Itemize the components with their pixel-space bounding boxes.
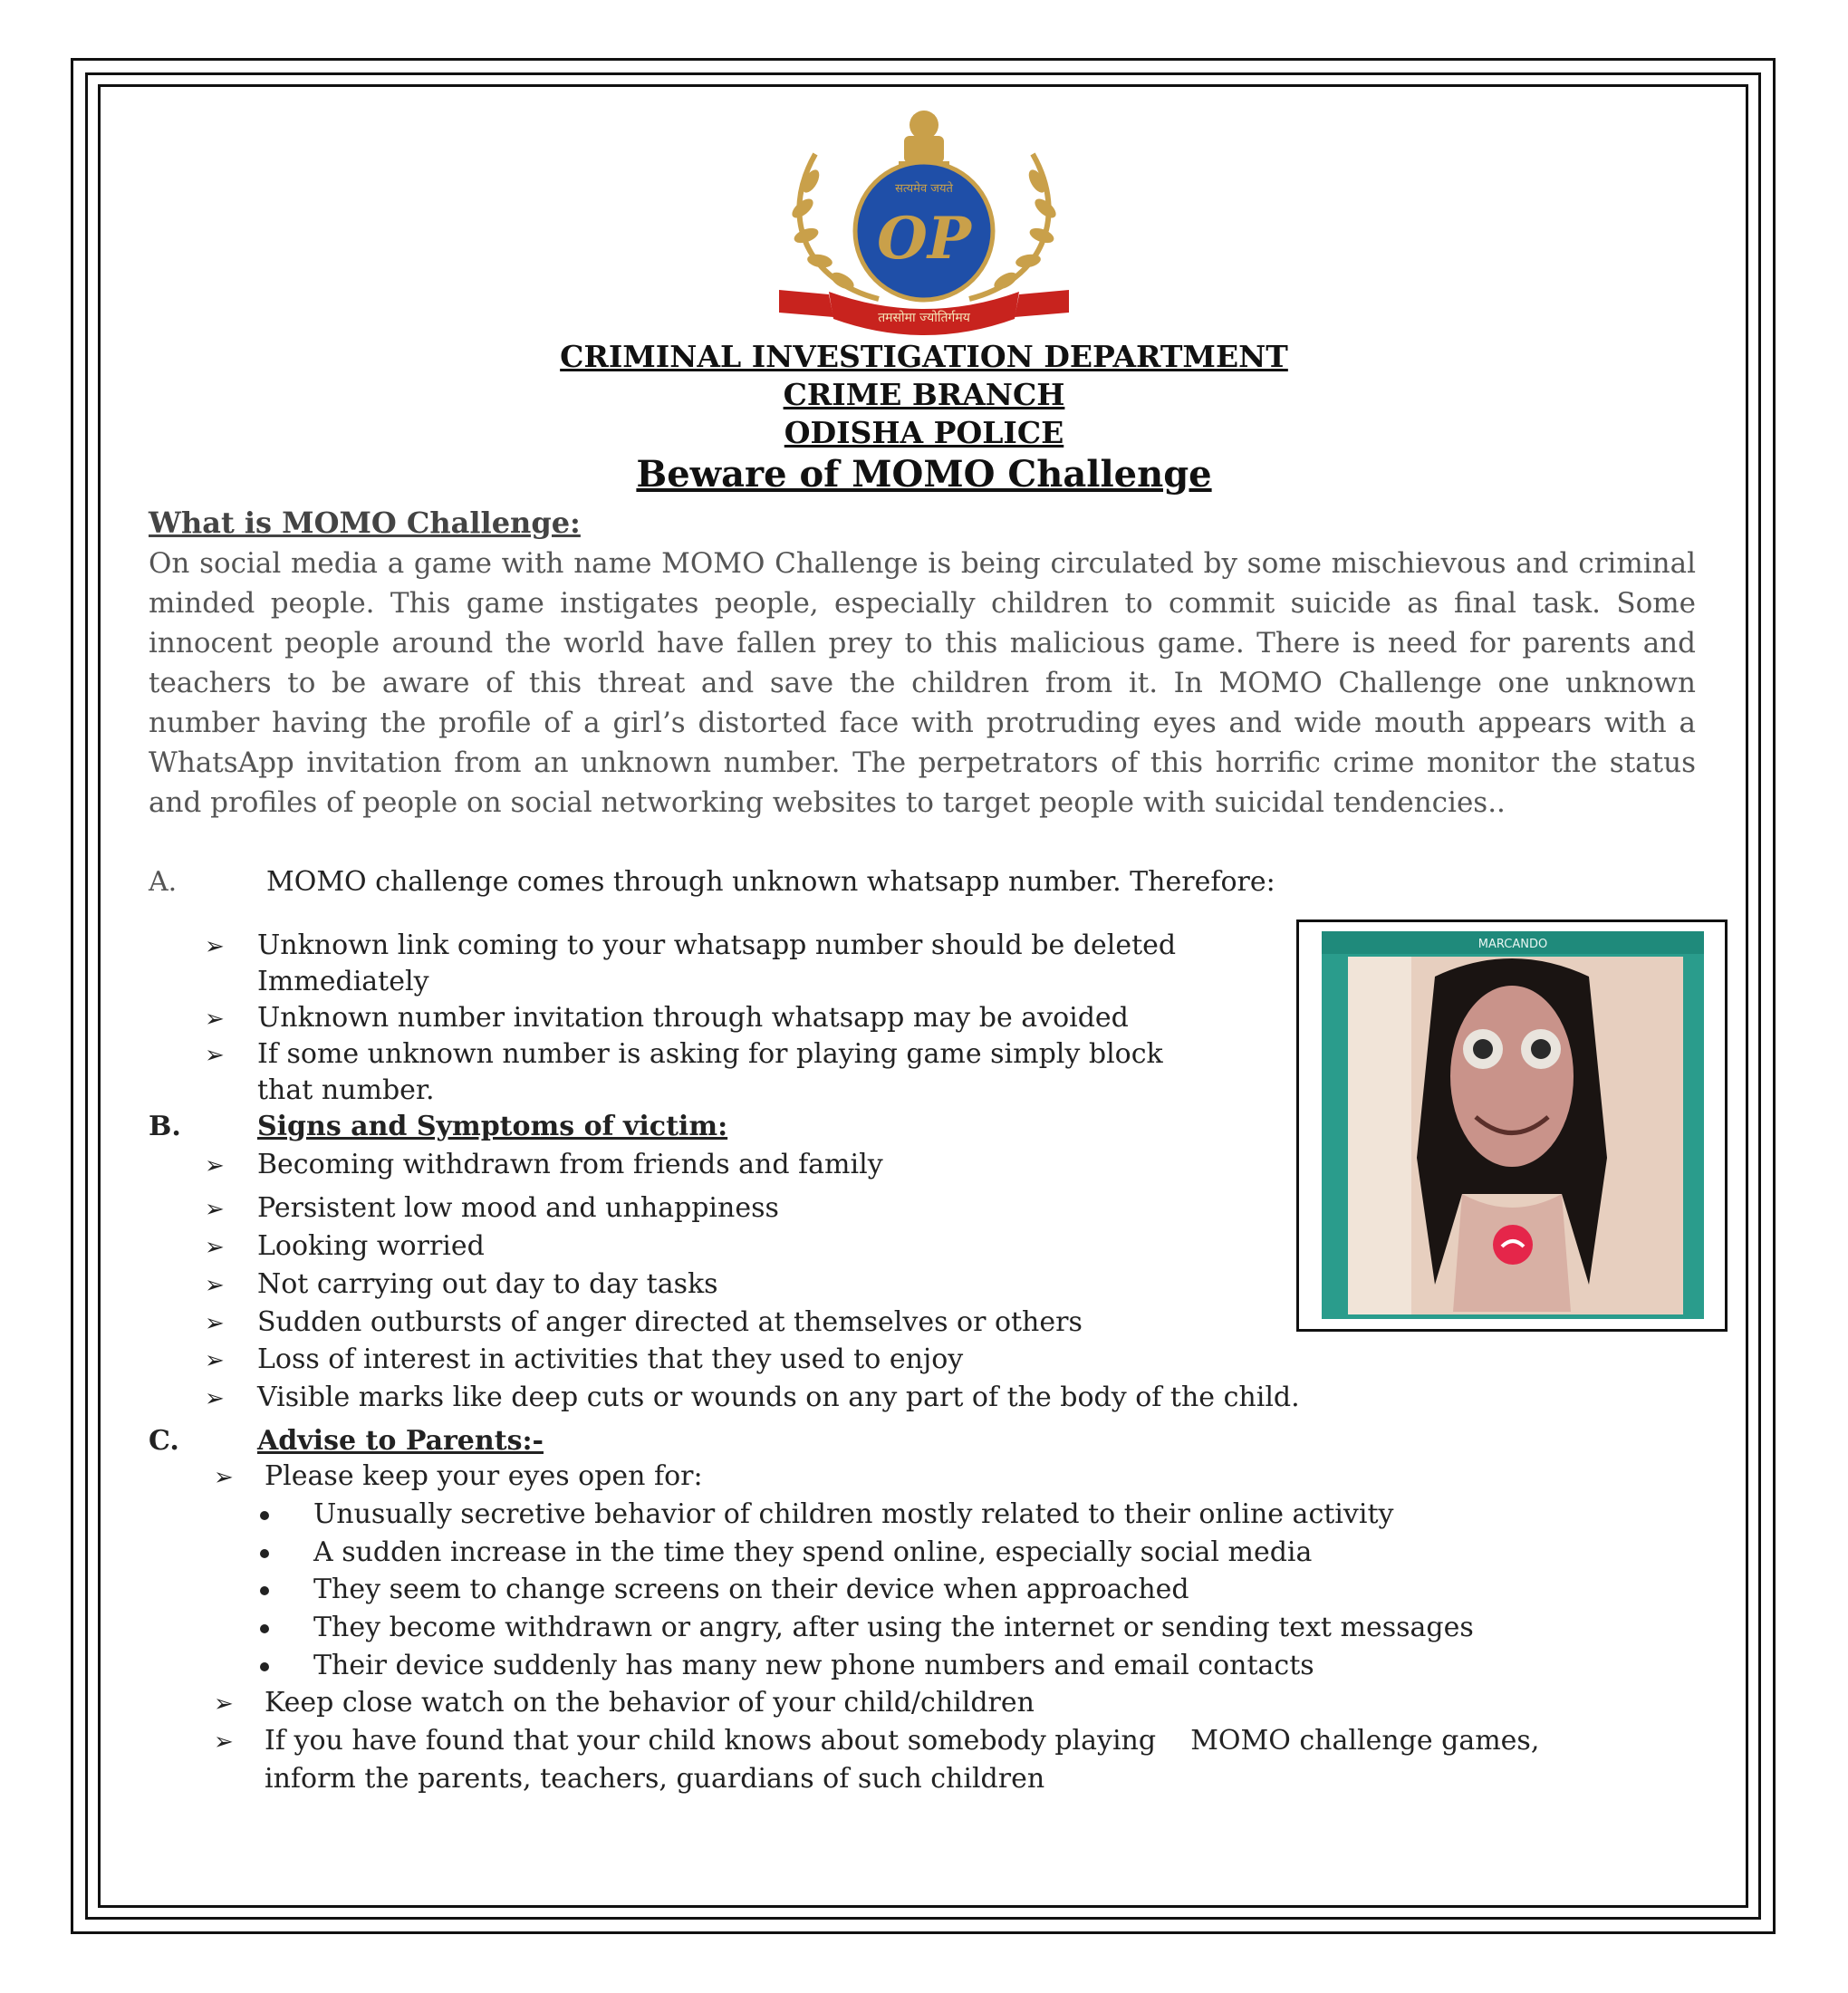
arrow-bullet-icon: ➢ (205, 1234, 225, 1261)
dot-bullet-icon (260, 1549, 269, 1558)
watch-item: They become withdrawn or angry, after using the internet or sending text messages (313, 1612, 1474, 1643)
emblem-motto-top: सत्यमेव जयते (895, 182, 953, 196)
symptom-item: Looking worried (257, 1230, 485, 1262)
advice-item: If you have found that your child knows about somebody playing MOMO challenge games, (265, 1725, 1540, 1757)
arrow-bullet-icon: ➢ (205, 933, 225, 960)
symptom-item: Visible marks like deep cuts or wounds on any part of the body of the child. (257, 1382, 1300, 1413)
arrow-bullet-icon: ➢ (205, 1272, 225, 1299)
photo-caption-bar: MARCANDO (1477, 938, 1548, 951)
dot-bullet-icon (260, 1511, 269, 1520)
section-a-item: Unknown link coming to your whatsapp number should be deleted (257, 929, 1177, 961)
arrow-bullet-icon: ➢ (205, 1196, 225, 1223)
watch-item: They seem to change screens on their device when approached (313, 1574, 1189, 1605)
odisha-police-emblem (743, 100, 1105, 337)
watch-item: Their device suddenly has many new phone numbers and email contacts (313, 1650, 1314, 1681)
arrow-bullet-icon: ➢ (214, 1690, 234, 1718)
arrow-bullet-icon: ➢ (205, 1042, 225, 1069)
section-c-title: Advise to Parents:- (257, 1425, 544, 1457)
branch-heading: CRIME BRANCH (783, 377, 1065, 412)
department-heading: CRIMINAL INVESTIGATION DEPARTMENT (560, 339, 1288, 374)
section-c-letter: C. (149, 1425, 179, 1457)
symptom-item: Loss of interest in activities that they used to enjoy (257, 1343, 964, 1375)
dot-bullet-icon (260, 1662, 269, 1671)
section-a-letter: A. (149, 866, 178, 898)
watch-item: A sudden increase in the time they spend online, especially social media (313, 1536, 1313, 1568)
arrow-bullet-icon: ➢ (205, 1310, 225, 1337)
symptom-item: Sudden outbursts of anger directed at themselves or others (257, 1306, 1083, 1338)
page-title: Beware of MOMO Challenge (636, 453, 1212, 496)
emblem-monogram: OP (877, 205, 971, 273)
advice-item-cont: inform the parents, teachers, guardians of such children (265, 1763, 1045, 1795)
section-a-item: If some unknown number is asking for playing game simply block (257, 1038, 1163, 1070)
arrow-bullet-icon: ➢ (205, 1152, 225, 1179)
section-b-title: Signs and Symptoms of victim: (257, 1111, 728, 1142)
emblem-ribbon-motto: तमसोमा ज्योतिर्गमय (878, 311, 970, 325)
advice-lead: Please keep your eyes open for: (265, 1460, 703, 1492)
watch-item: Unusually secretive behavior of children mostly related to their online activity (313, 1498, 1394, 1530)
advice-item: Keep close watch on the behavior of your child/children (265, 1687, 1035, 1719)
dot-bullet-icon (260, 1624, 269, 1633)
symptom-item: Becoming withdrawn from friends and family (257, 1149, 883, 1180)
arrow-bullet-icon: ➢ (205, 1347, 225, 1374)
dot-bullet-icon (260, 1586, 269, 1595)
organization-heading: ODISHA POLICE (784, 415, 1064, 450)
section-a-text: MOMO challenge comes through unknown whatsapp number. Therefore: (266, 866, 1275, 898)
section-b-letter: B. (149, 1111, 181, 1142)
symptom-item: Persistent low mood and unhappiness (257, 1192, 779, 1224)
arrow-bullet-icon: ➢ (214, 1728, 234, 1756)
section-a-item-cont: that number. (257, 1074, 435, 1106)
section-a-item-cont: Immediately (257, 966, 429, 997)
arrow-bullet-icon: ➢ (205, 1385, 225, 1412)
arrow-bullet-icon: ➢ (214, 1464, 234, 1491)
section-a-item: Unknown number invitation through whatsapp may be avoided (257, 1002, 1129, 1034)
intro-paragraph: On social media a game with name MOMO Challenge is being circulated by some mischievous and criminal minded people. This game instigates people, especially children to commit suicide as final task. Some innocent people around the world have fallen prey to this malicious game. There is need for parents and teachers to be aware of this threat and save the children from it. In MOMO Challenge one unknown number having the profile of a girl’s distorted face with protruding eyes and wide mouth appears with a WhatsApp invitation from an unknown number. The perpetrators of this horrific crime monitor the status and profiles of people on social networking websites to target people with suicidal tendencies.. (149, 547, 1696, 819)
symptom-item: Not carrying out day to day tasks (257, 1268, 718, 1300)
intro-heading: What is MOMO Challenge: (149, 505, 581, 540)
momo-screenshot-image (1296, 919, 1728, 1332)
arrow-bullet-icon: ➢ (205, 1006, 225, 1033)
